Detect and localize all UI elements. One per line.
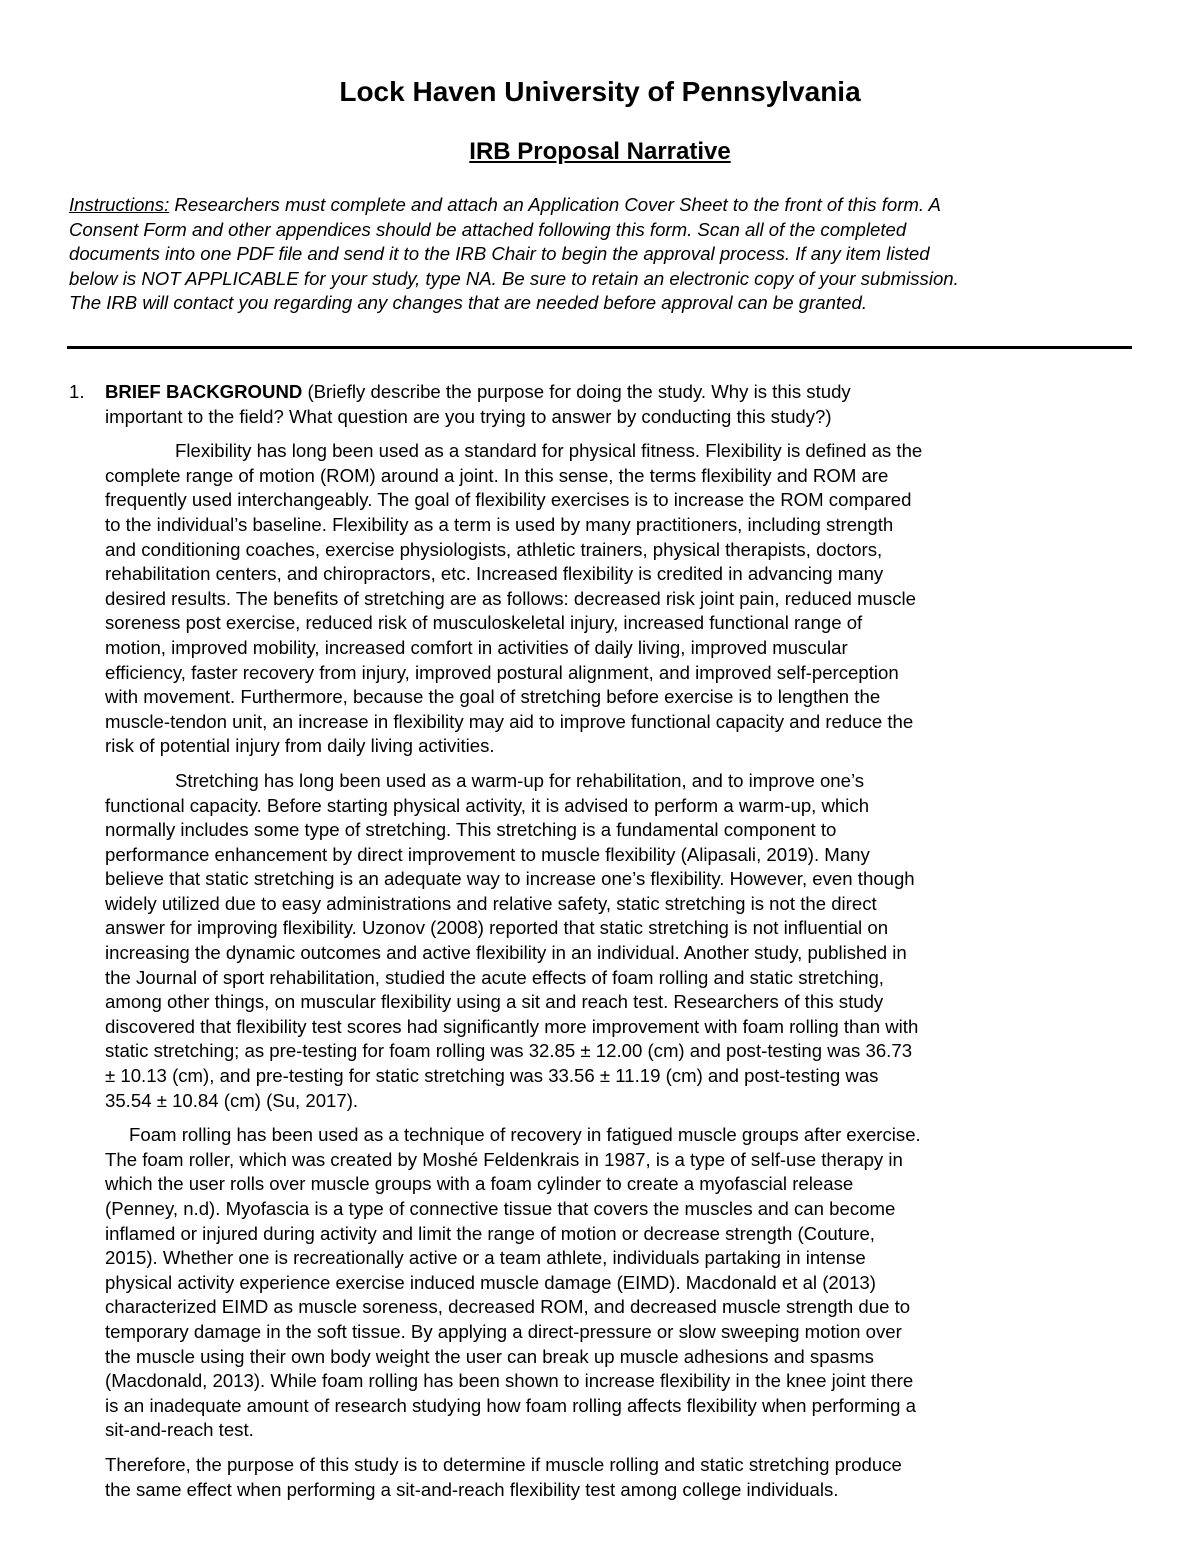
paragraph-line: temporary damage in the soft tissue. By applying a direct-pressure or slow sweeping motion over <box>105 1320 902 1342</box>
paragraph-line: Stretching has long been used as a warm-up for rehabilitation, and to improve one’s <box>175 769 865 791</box>
instructions-line <box>69 193 1079 218</box>
instructions-line: below is NOT APPLICABLE for your study, type NA. Be sure to retain an electronic copy of your submission. <box>69 267 959 289</box>
paragraph-line: (Penney, n.d). Myofascia is a type of connective tissue that covers the muscles and can become <box>105 1198 896 1219</box>
instructions-block <box>69 193 1079 316</box>
paragraph-line: rehabilitation centers, and chiropractors, etc. Increased flexibility is credited in advancing many <box>105 563 884 585</box>
paragraph-line: widely utilized due to easy administrations and relative safety, static stretching is not the direct <box>105 892 877 914</box>
paragraph-line: muscle-tendon unit, an increase in flexibility may aid to improve functional capacity and reduce the <box>105 710 914 732</box>
paragraph-spacer <box>69 1443 1069 1453</box>
paragraph-line: 2015). Whether one is recreationally active or a team athlete, individuals partaking in intense <box>105 1247 866 1269</box>
paragraph-line: (Macdonald, 2013). While foam rolling has been shown to increase flexibility in the knee joint there <box>105 1370 914 1392</box>
section-prompt-line: important to the field? What question are you trying to answer by conducting this study?) <box>105 405 832 427</box>
paragraph-line: normally includes some type of stretching. This stretching is a fundamental component to <box>105 819 837 841</box>
paragraph-line: the Journal of sport rehabilitation, studied the acute effects of foam rolling and static stretching, <box>105 966 884 988</box>
section-heading: BRIEF BACKGROUND <box>105 381 303 402</box>
paragraph-stretching <box>69 769 1069 1113</box>
paragraph-line: sit-and-reach test. <box>105 1419 254 1441</box>
paragraph-line: desired results. The benefits of stretching are as follows: decreased risk joint pain, reduced muscle <box>105 587 916 609</box>
paragraph-flexibility <box>69 439 1069 759</box>
university-title: Lock Haven University of Pennsylvania <box>339 76 861 107</box>
section-brief-background <box>69 380 1069 1502</box>
paragraph-line: which the user rolls over muscle groups with a foam cylinder to create a myofascial release <box>105 1173 854 1195</box>
section-number: 1. <box>69 381 85 402</box>
paragraph-line: increasing the dynamic outcomes and active flexibility in an individual. Another study, published in <box>105 942 907 964</box>
paragraph-line: among other things, on muscular flexibility using a sit and reach test. Researchers of this study <box>105 991 884 1013</box>
paragraph-line: discovered that flexibility test scores had significantly more improvement with foam rolling than with <box>105 1015 919 1037</box>
paragraph-spacer <box>69 759 1069 769</box>
paragraph-line: Flexibility has long been used as a standard for physical fitness. Flexibility is defined as the <box>175 440 923 462</box>
paragraph-foam-rolling <box>69 1123 1069 1443</box>
horizontal-divider <box>67 346 1132 349</box>
paragraph-line: ± 10.13 (cm), and pre-testing for static stretching was 33.56 ± 11.19 (cm) and post-testing was <box>105 1065 879 1087</box>
paragraph-line: physical activity experience exercise induced muscle damage (EIMD). Macdonald et al (2013) <box>105 1271 876 1293</box>
paragraph-line: believe that static stretching is an adequate way to increase one’s flexibility. However, even though <box>105 868 915 890</box>
section-prompt: (Briefly describe the purpose for doing the study. Why is this study <box>302 381 851 402</box>
paragraph-line: motion, improved mobility, increased comfort in activities of daily living, improved muscular <box>105 636 848 658</box>
paragraph-line: and conditioning coaches, exercise physiologists, athletic trainers, physical therapists, doctors, <box>105 538 883 560</box>
paragraph-line: frequently used interchangeably. The goal of flexibility exercises is to increase the ROM compared <box>105 489 912 511</box>
paragraph-line: complete range of motion (ROM) around a joint. In this sense, the terms flexibility and ROM are <box>105 464 889 486</box>
paragraph-line: efficiency, faster recovery from injury, improved postural alignment, and improved self-perception <box>105 661 899 683</box>
paragraph-line: soreness post exercise, reduced risk of musculoskeletal injury, increased functional range of <box>105 612 863 634</box>
paragraph-spacer <box>69 1113 1069 1123</box>
instructions-label: Instructions: <box>69 194 170 215</box>
paragraph-line: answer for improving flexibility. Uzonov (2008) reported that static stretching is not influential on <box>105 917 889 939</box>
paragraph-line: is an inadequate amount of research studying how foam rolling affects flexibility when performing a <box>105 1394 916 1416</box>
instructions-text: Researchers must complete and attach an Application Cover Sheet to the front of this form. A <box>169 194 941 215</box>
paragraph-line: performance enhancement by direct improvement to muscle flexibility (Alipasali, 2019). Many <box>105 843 870 865</box>
instructions-line: documents into one PDF file and send it to the IRB Chair to begin the approval process. If any item listed <box>69 243 930 265</box>
paragraph-line: to the individual’s baseline. Flexibility as a term is used by many practitioners, including strength <box>105 513 894 535</box>
instructions-line: The IRB will contact you regarding any changes that are needed before approval can be granted. <box>69 292 867 314</box>
paragraph-line: functional capacity. Before starting physical activity, it is advised to perform a warm-up, which <box>105 794 870 816</box>
paragraph-line: the muscle using their own body weight the user can break up muscle adhesions and spasms <box>105 1345 874 1367</box>
section-heading-line <box>69 380 1069 405</box>
paragraph-line: 35.54 ± 10.84 (cm) (Su, 2017). <box>105 1089 359 1111</box>
paragraph-line: The foam roller, which was created by Moshé Feldenkrais in 1987, is a type of self-use therapy in <box>105 1148 903 1170</box>
paragraph-purpose <box>69 1453 1069 1502</box>
paragraph-line: risk of potential injury from daily living activities. <box>105 735 495 757</box>
paragraph-line: the same effect when performing a sit-and-reach flexibility test among college individuals. <box>105 1478 839 1500</box>
paragraph-line: static stretching; as pre-testing for foam rolling was 32.85 ± 12.00 (cm) and post-testing was 36.73 <box>105 1040 913 1062</box>
paragraph-line: Foam rolling has been used as a technique of recovery in fatigued muscle groups after exercise. <box>129 1124 921 1146</box>
paragraph-line: Therefore, the purpose of this study is to determine if muscle rolling and static stretching produce <box>105 1453 902 1475</box>
instructions-line: Consent Form and other appendices should be attached following this form. Scan all of the completed <box>69 218 907 240</box>
paragraph-line: with movement. Furthermore, because the goal of stretching before exercise is to lengthen the <box>105 686 881 708</box>
paragraph-spacer <box>69 429 1069 439</box>
paragraph-line: characterized EIMD as muscle soreness, decreased ROM, and decreased muscle strength due to <box>105 1296 911 1318</box>
paragraph-line: inflamed or injured during activity and limit the range of motion or decrease strength (Couture, <box>105 1222 875 1244</box>
document-subtitle: IRB Proposal Narrative <box>469 138 731 165</box>
